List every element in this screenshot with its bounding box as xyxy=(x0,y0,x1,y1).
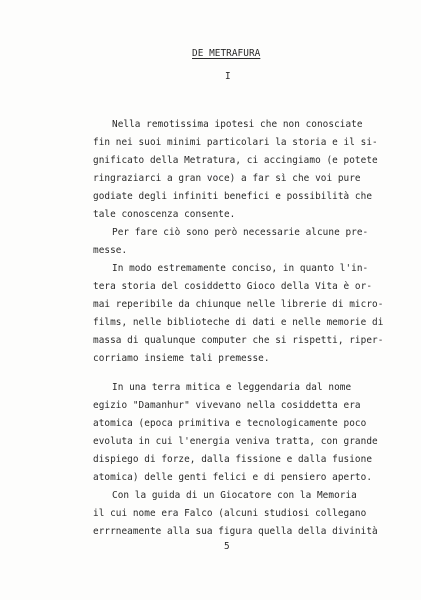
text-line: In una terra mitica e leggendaria dal nome xyxy=(112,382,352,393)
text-line: il cui nome era Falco (alcuni studiosi collegano xyxy=(93,508,367,519)
text-line: Con la guida di un Giocatore con la Memoria xyxy=(112,490,357,501)
text-line: atomica (epoca primitiva e tecnologicamente poco xyxy=(93,418,367,429)
text-line: films, nelle biblioteche di dati e nelle memorie di xyxy=(93,317,384,328)
document-title: DE METRAFURA xyxy=(192,48,261,59)
text-line: Nella remotissima ipotesi che non conosciate xyxy=(112,119,363,130)
text-line: tale conoscenza consente. xyxy=(93,209,236,220)
text-line: errrneamente alla sua figura quella della divinità xyxy=(93,526,378,537)
text-line: messe. xyxy=(93,245,128,256)
text-line: ringraziarci a gran voce) a far sì che voi pure xyxy=(93,173,361,184)
text-line: mai reperibile da chiunque nelle librerie di micro- xyxy=(93,299,384,310)
text-line: In modo estremamente conciso, in quanto l'in- xyxy=(112,263,369,274)
section-number: I xyxy=(225,71,231,82)
text-line: corriamo insieme tali premesse. xyxy=(93,353,270,364)
text-line: Per fare ciò sono però necessarie alcune pre- xyxy=(112,227,369,238)
text-line: atomica) delle genti felici e di pensiero aperto. xyxy=(93,472,373,483)
text-line: gnificato della Metratura, ci accingiamo (e potete xyxy=(93,155,378,166)
text-line: massa di qualunque computer che si rispetti, riper- xyxy=(93,335,384,346)
text-line: egizio "Damanhur" vivevano nella cosiddetta era xyxy=(93,400,361,411)
text-line: evoluta in cui l'energia veniva tratta, con grande xyxy=(93,436,378,447)
text-line: fin nei suoi minimi particolari la storia e il si- xyxy=(93,137,378,148)
text-line: dispiego di forze, dalla fissione e dalla fusione xyxy=(93,454,373,465)
page-number: 5 xyxy=(224,541,230,552)
text-line: godiate degli infiniti benefici e possibilità che xyxy=(93,191,373,202)
text-line: tera storia del cosiddetto Gioco della Vita è or- xyxy=(93,281,373,292)
